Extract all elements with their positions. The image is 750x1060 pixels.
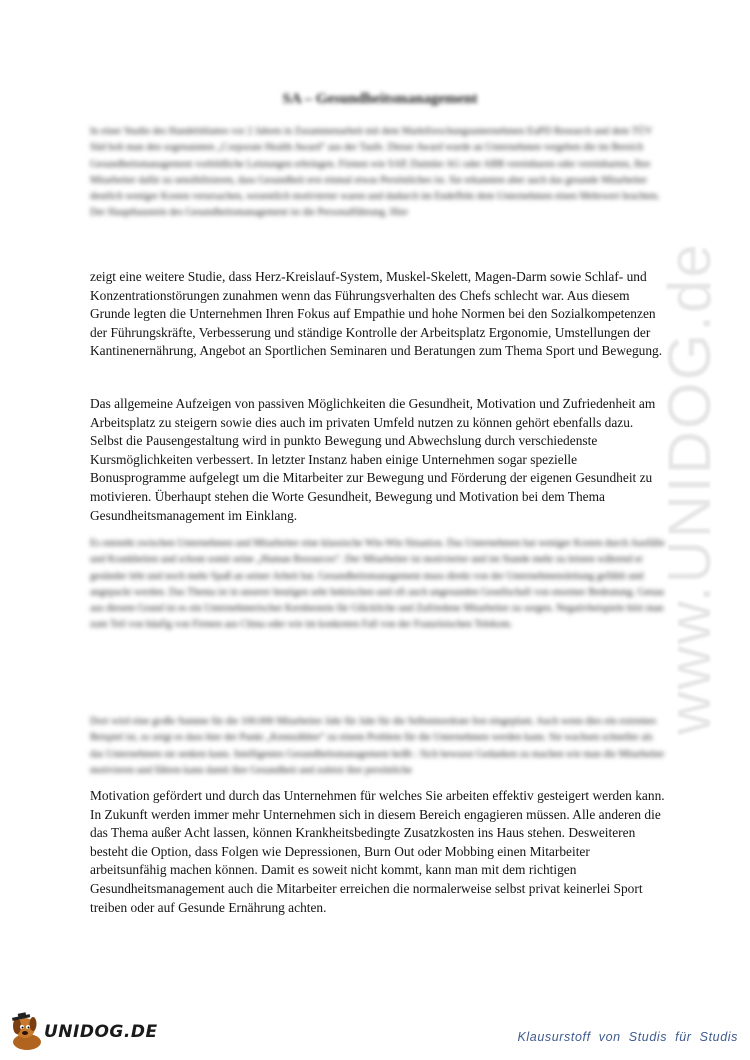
paragraph-2: Das allgemeine Aufzeigen von passiven Möglichkeiten die Gesundheit, Motivation und Zufriedenheit am Arbeitsplatz zu steigern sowie dies auch im privaten Umfeld nutzen zu können gehört ebenfalls dazu. Selbst die Pausengestaltung wird in punkto Bewegung und Abwechslung durch verschiedenste Kursmöglichkeiten verbessert. In letzter Instanz haben einige Unternehmen sogar spezielle Bonusprogramme aufgelegt um die Mitarbeiter zur Bewegung und Förderung der eigenen Gesundheit zu motivieren. Überhaupt stehen die Worte Gesundheit, Bewegung und Motivation bei dem Thema Gesundheitsmanagement im Einklang. [90, 396, 656, 523]
dog-icon [8, 1012, 46, 1052]
logo-text: UNIDOG.DE [44, 1022, 158, 1042]
paragraph-4-visible: Motivation gefördert und durch das Unternehmen für welches Sie arbeiten effektiv gesteigert werden kann. In Zukunft werden immer mehr Unternehmen sich in diesem Bereich engagieren müssen. Alle anderen die das Thema außer Acht lassen, können Krankheitsbedingte Zusatzkosten ins Haus stehen. Desweiteren besteht die Option, dass Folgen wie Depressionen, Burn Out oder Mobbing einen Mitarbeiter arbeitsunfähig machen können. Damit es soweit nicht kommt, kann man mit dem richtigen Gesundheitsmanagement auch die Mitarbeiter erreichen die normalerweise selbst privat keinerlei Sport treiben oder auf Gesunde Ernährung achten. [90, 788, 665, 915]
document-title: SA – Gesundheitsmanagement [282, 91, 478, 107]
unidog-logo[interactable] [8, 1012, 158, 1052]
watermark: www.UNIDOG.de [656, 242, 723, 735]
paragraph-3-blurred: Es entsteht zwischen Unternehmen und Mitarbeiter eine klassische Win-Win Situation. Das Unternehmen hat weniger Kosten durch Ausfälle und Krankheiten und schont somit seine „Human Resources“. Der Mitarbeiter ist motivierter und im Stande mehr zu leisten während er gesünder lebt und noch mehr Spaß an seiner Arbeit hat. Gesundheitsmanagement muss direkt von der Unternehmensleitung gefühlt und angepackt werden. Das Thema ist in unserer heutigen sehr hektischen und oft auch ungesunden Gesellschaft von enormer Bedeutung. Genau aus diesem Grund ist es ein Unternehmerischer Kernbestein für Glückliche und Zufriedene Mitarbeiter zu sorgen. Negativbeispiele hört man zum Teil von häufig von Firmen aus China oder wie im konkreten Fall von der Französischen Telekom. [90, 538, 665, 631]
footer-tagline: Klausurstoff von Studis für Studis [517, 1030, 738, 1044]
paragraph-1-visible: zeigt eine weitere Studie, dass Herz-Kreislauf-System, Muskel-Skelett, Magen-Darm sowie Schlaf- und Konzentrationstörungen zunahmen wenn das Führungsverhalten des Chefs schlecht war. Aus diesem Grunde legten die Unternehmen Ihren Fokus auf Empathie und hohe Normen bei den Sozialkompetenzen der Führungskräfte, Verbesserung und ständige Kontrolle der Arbeitsplatz Ergonomie, Umstellungen der Kantinenernährung, Angebot an Sportlichen Seminaren und Beratungen zum Thema Sport und Bewegung. [90, 269, 663, 359]
paragraph-4-blurred: Dort wird eine große Summe für die 100.000 Mitarbeiter Jahr für Jahr für die Selbstmordrate fest eingeplant. Auch wenn dies ein extremes Beispiel ist, so zeigt es dass hier der Punkt „Kennzählter“ zu einem Problem für die Unternehmen werden kann. Sie wachsen schneller als das Unternehmen sie senken kann. Intelligentes Gesundheitsmanagement heißt : Sich bewusst Gedanken zu machen wie man die Mitarbeiter motivieren und führen kann damit ihre Gesundheit und zuletzt ihre persönliche [90, 716, 665, 776]
paragraph-1-blurred: In einer Studie des Handelsblattes vor 2 Jahren in Zusammenarbeit mit dem Marktforschungsunternehmen EuPD Research und dem TÜV Süd hob man den sogenannten „Corporate Health Award“ aus der Taufe. Dieser Award wurde an Unternehmen vergeben die im Bereich Gesundheitsmanagement vorbildliche Leistungen erbringen. Firmen wie SAP, Daimler AG oder ABB vereinbaren oder vereinbarten, Ihre Mitarbeiter dafür zu sensibilisieren, dass Gesundheit erst einmal etwas Persönliches ist. Sie erkannten aber auch das gesunde Mitarbeiter deutlich weniger Kosten verursachen, wesentlich motivierter waren und dadurch im Endeffekt dem Unternehmen einen Mehrwert brachten. Der Hauptbaustein des Gesundheitsmanagement ist die Personalführung. Hier [90, 126, 660, 219]
